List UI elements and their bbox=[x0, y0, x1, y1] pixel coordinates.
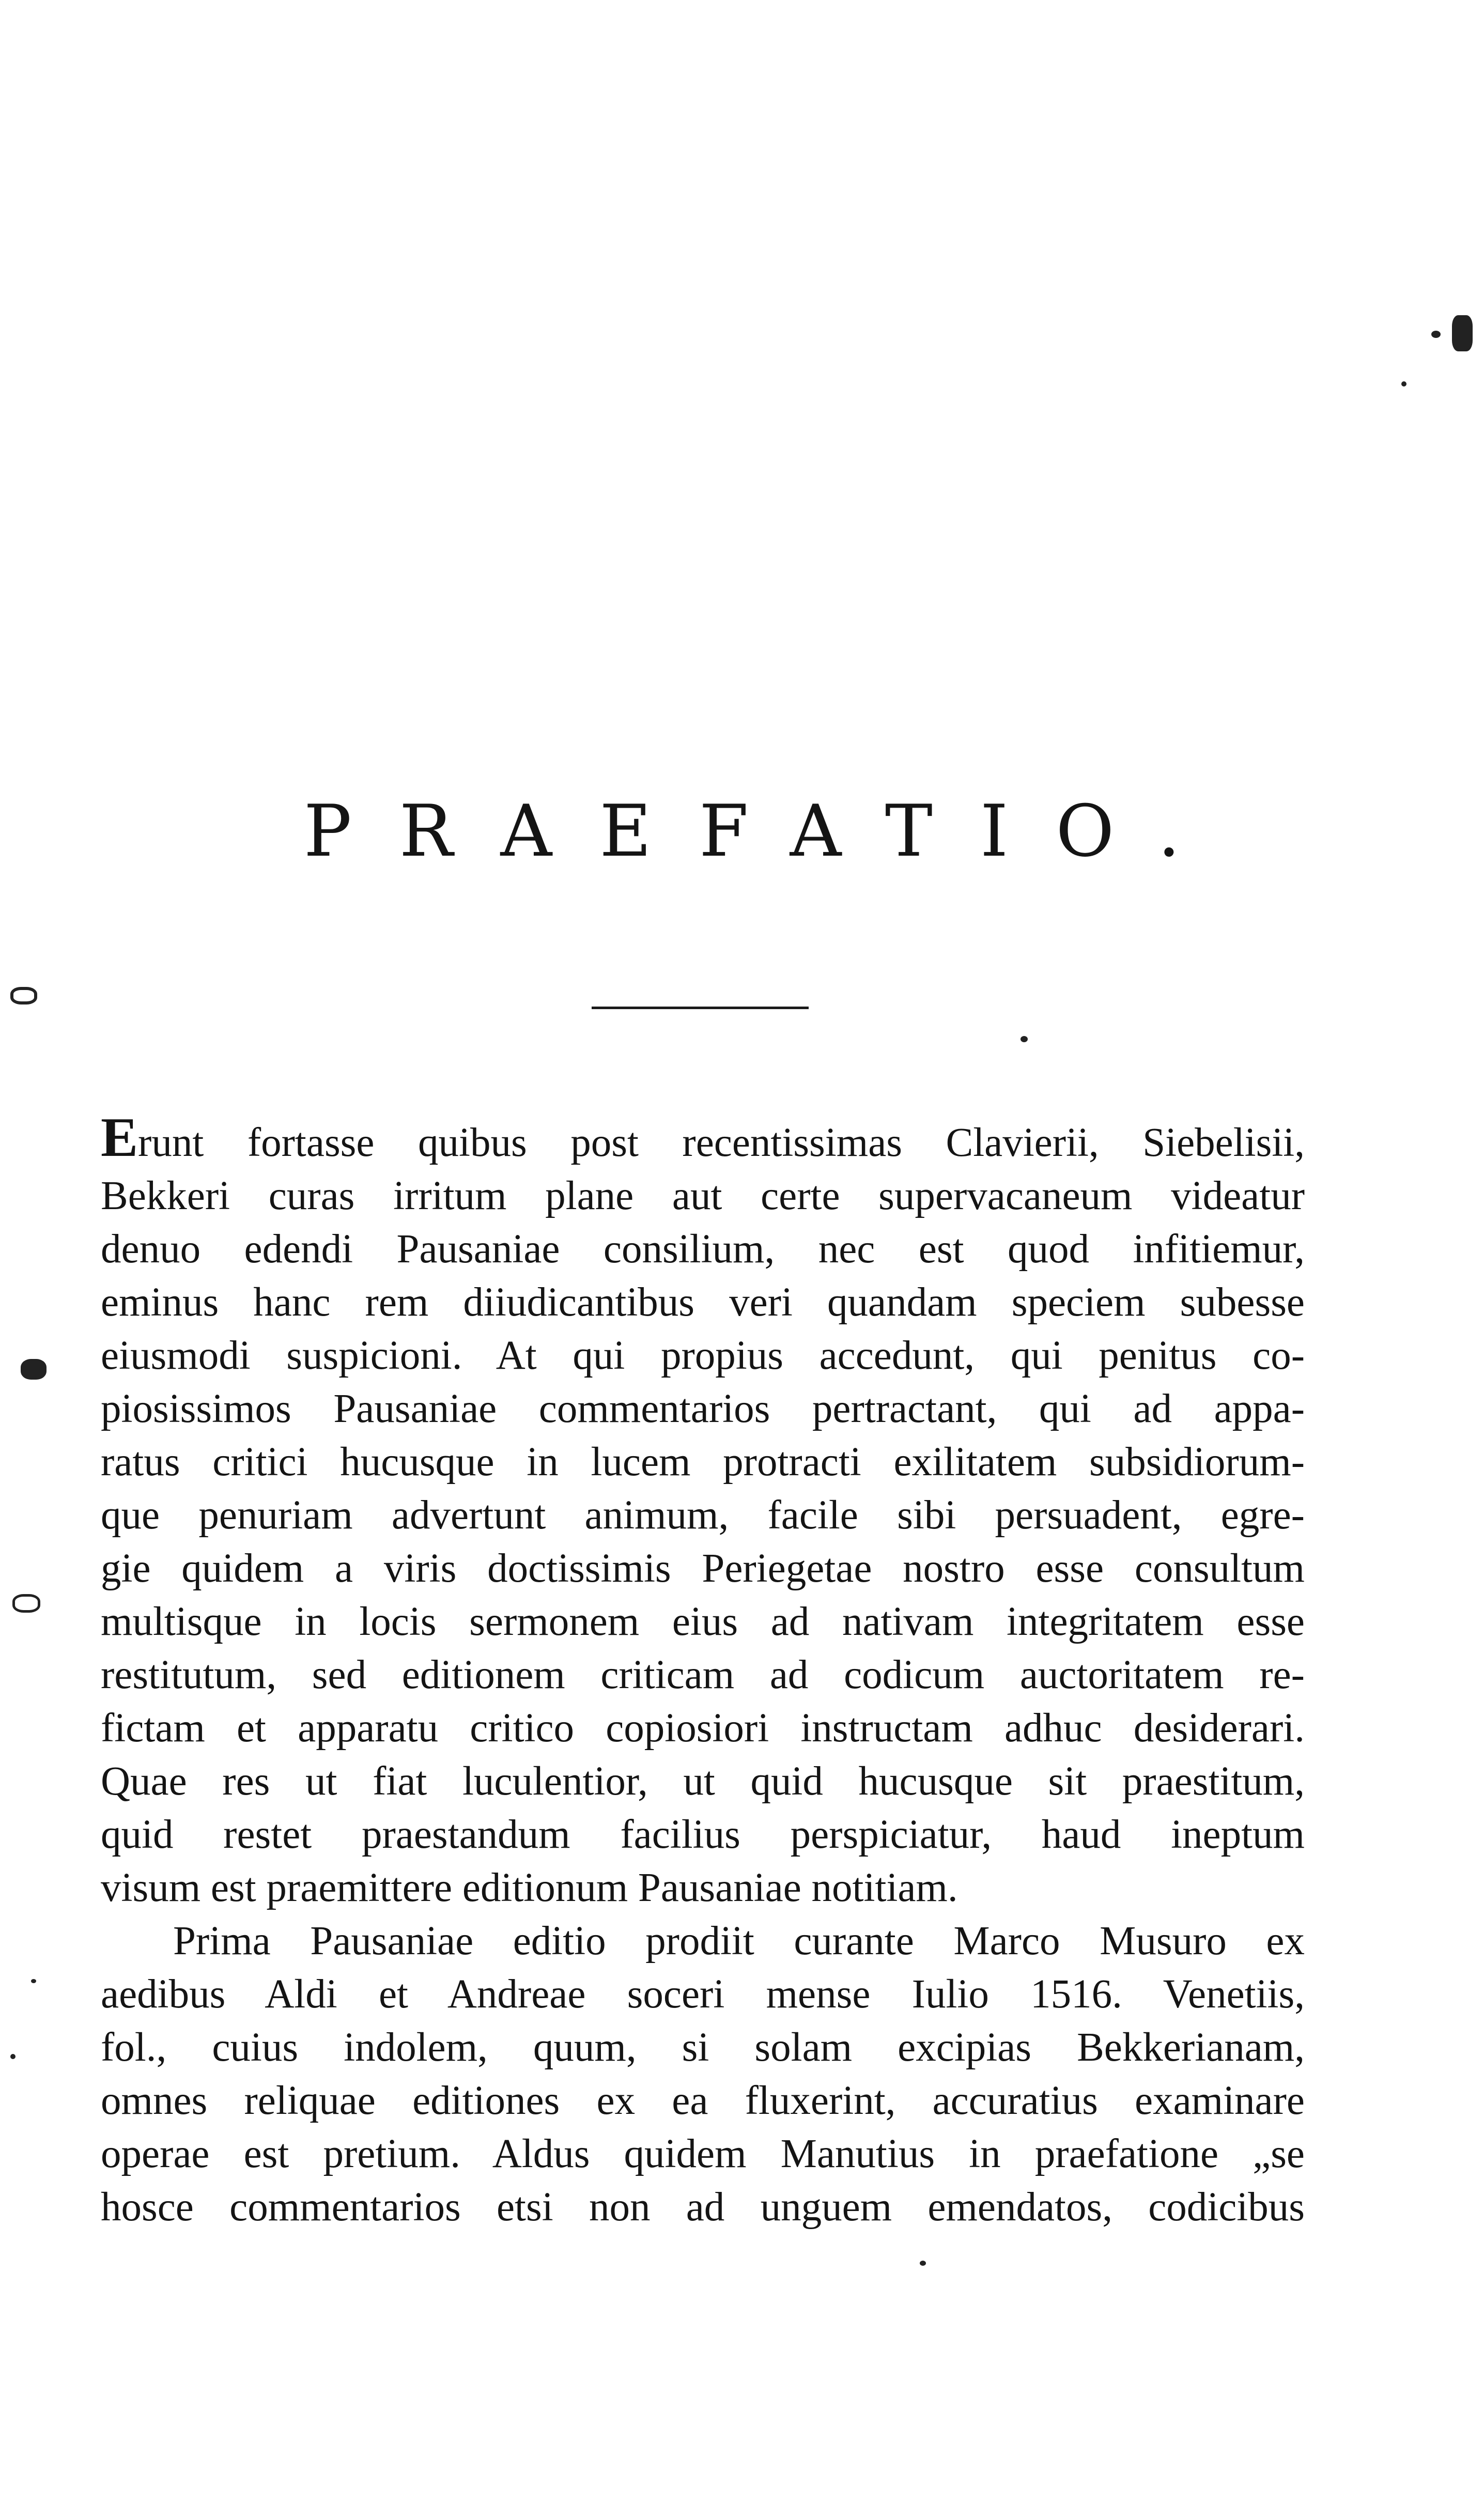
text-line: aedibus Aldi et Andreae soceri mense Iulio 1516. Venetiis, bbox=[101, 1972, 1305, 2017]
text-line: restitutum, sed editionem criticam ad codicum auctoritatem re- bbox=[101, 1652, 1305, 1697]
scan-speck bbox=[31, 1979, 36, 1983]
text-line: hosce commentarios etsi non ad unguem emendatos, codicibus bbox=[101, 2185, 1305, 2230]
scan-speck bbox=[10, 2054, 16, 2059]
text-line: ratus critici hucusque in lucem protracti exilitatem subsidiorum- bbox=[101, 1440, 1305, 1485]
text-line: operae est pretium. Aldus quidem Manutius in praefatione „se bbox=[101, 2131, 1305, 2176]
text-line: eiusmodi suspicioni. At qui propius accedunt, qui penitus co- bbox=[101, 1333, 1305, 1378]
text-line: piosissimos Pausaniae commentarios pertractant, qui ad appa- bbox=[101, 1386, 1305, 1431]
body-text bbox=[101, 1107, 1305, 2234]
text-line: Bekkeri curas irritum plane aut certe supervacaneum videatur bbox=[101, 1173, 1305, 1218]
text-line: fictam et apparatu critico copiosiori instructam adhuc desiderari. bbox=[101, 1706, 1305, 1751]
text-line: quid restet praestandum facilius perspiciatur, haud ineptum bbox=[101, 1812, 1305, 1857]
scan-speck bbox=[1452, 315, 1473, 351]
text-line: Quae res ut fiat luculentior, ut quid hucusque sit praestitum, bbox=[101, 1759, 1305, 1804]
text-line: omnes reliquae editiones ex ea fluxerint, accuratius examinare bbox=[101, 2078, 1305, 2123]
scan-speck bbox=[10, 987, 37, 1004]
scan-speck bbox=[21, 1359, 47, 1380]
scan-speck bbox=[1401, 381, 1406, 387]
scan-speck bbox=[12, 1594, 40, 1613]
text-line: Erunt fortasse quibus post recentissimas Clavierii, Siebelisii, bbox=[101, 1107, 1305, 1168]
scan-speck bbox=[920, 2261, 926, 2266]
text-line: multisque in locis sermonem eius ad nativam integritatem esse bbox=[101, 1599, 1305, 1644]
scan-speck bbox=[1021, 1036, 1028, 1042]
page-title: PRAEFATIO. bbox=[303, 790, 1228, 873]
text-line: denuo edendi Pausaniae consilium, nec est quod infitiemur, bbox=[101, 1227, 1305, 1272]
scan-speck bbox=[1431, 331, 1441, 338]
text-line: fol., cuius indolem, quum, si solam excipias Bekkerianam, bbox=[101, 2025, 1305, 2070]
text-line: Prima Pausaniae editio prodiit curante Marco Musuro ex bbox=[173, 1919, 1305, 1964]
text-line: que penuriam advertunt animum, facile sibi persuadent, egre- bbox=[101, 1493, 1305, 1538]
drop-cap: E bbox=[101, 1107, 138, 1168]
text-line: eminus hanc rem diiudicantibus veri quandam speciem subesse bbox=[101, 1280, 1305, 1325]
title-rule bbox=[592, 1007, 809, 1009]
text-line: gie quidem a viris doctissimis Periegetae nostro esse consultum bbox=[101, 1546, 1305, 1591]
text-line: visum est praemittere editionum Pausaniae notitiam. bbox=[101, 1865, 958, 1910]
